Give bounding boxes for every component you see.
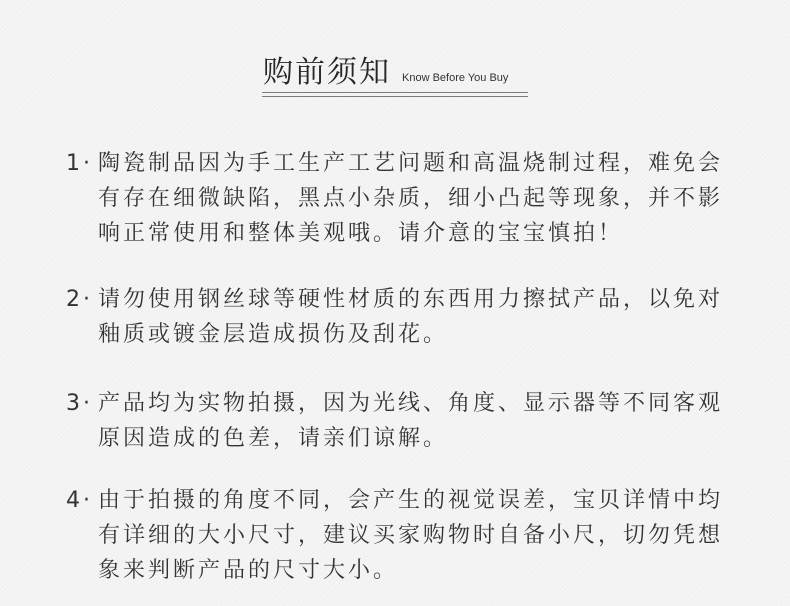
notice-line: 象来判断产品的尺寸大小。	[98, 558, 399, 583]
notice-number: 3·	[66, 391, 93, 416]
notice-number: 4·	[66, 488, 93, 513]
page-header	[262, 52, 530, 100]
title-underline-bottom	[262, 96, 528, 97]
title-underline-top	[262, 92, 528, 93]
notice-text	[98, 146, 723, 251]
notice-text	[98, 483, 723, 588]
notice-line: 有存在细微缺陷，黑点小杂质，细小凸起等现象，并不影	[98, 186, 724, 211]
notice-text	[98, 386, 723, 456]
notice-line: 响正常使用和整体美观哦。请介意的宝宝慎拍！	[98, 221, 624, 246]
page-subtitle: Know Before You Buy	[402, 72, 509, 84]
notice-number: 2·	[66, 287, 93, 312]
notice-line: 请勿使用钢丝球等硬性材质的东西用力擦拭产品，以免对	[98, 287, 724, 312]
notice-number: 1·	[66, 151, 93, 176]
notice-line: 有详细的大小尺寸，建议买家购物时自备小尺，切勿凭想	[98, 523, 724, 548]
notice-line: 陶瓷制品因为手工生产工艺问题和高温烧制过程，难免会	[98, 151, 724, 176]
notice-line: 由于拍摄的角度不同，会产生的视觉误差，宝贝详情中均	[98, 488, 724, 513]
notice-line: 原因造成的色差，请亲们谅解。	[98, 426, 449, 451]
notice-line: 产品均为实物拍摄，因为光线、角度、显示器等不同客观	[98, 391, 724, 416]
notice-text	[98, 282, 723, 352]
page-title: 购前须知	[263, 55, 391, 90]
notice-line: 釉质或镀金层造成损伤及刮花。	[98, 322, 449, 347]
